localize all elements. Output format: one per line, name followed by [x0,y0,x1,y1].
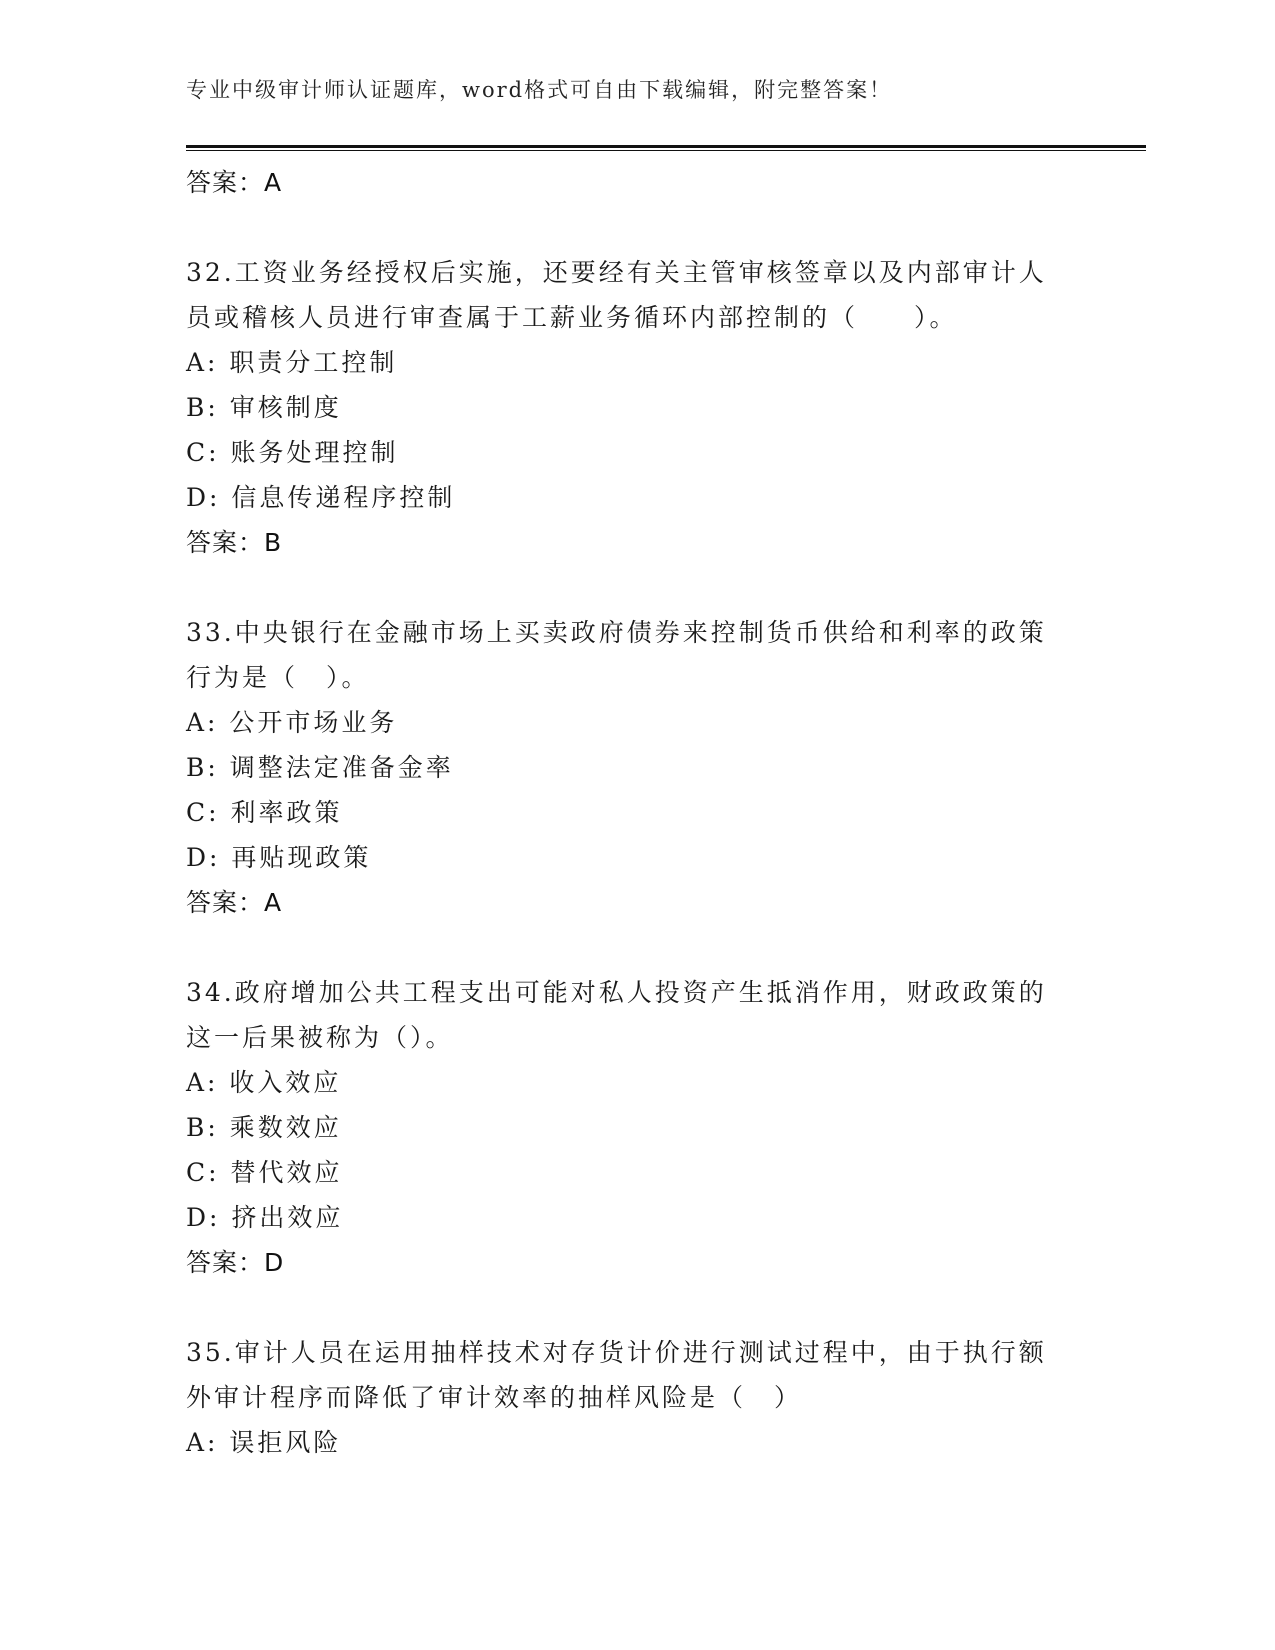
question-stem: 35.审计人员在运用抽样技术对存货计价进行测试过程中，由于执行额外审计程序而降低了审计效率的抽样风险是（ ） [186,1338,1047,1412]
option-c: C: 账务处理控制 [186,438,399,467]
answer-line: 答案：A [186,888,283,917]
option-d: D: 信息传递程序控制 [186,483,456,512]
question-list [186,160,1086,1465]
option-d: D: 再贴现政策 [186,843,372,872]
question-item [186,250,1086,565]
spacer [186,1285,1086,1330]
option-a: A: 收入效应 [186,1068,342,1097]
option-c: C: 利率政策 [186,798,343,827]
answer-line: 答案：D [186,1248,285,1277]
page-header-text: 专业中级审计师认证题库，word格式可自由下载编辑，附完整答案！ [186,78,893,102]
spacer [186,925,1086,970]
option-a: A: 职责分工控制 [186,348,398,377]
answer-line: 答案：B [186,528,283,557]
option-b: B: 审核制度 [186,393,342,422]
question-item [186,970,1086,1285]
answer-line: 答案：A [186,168,283,197]
spacer [186,205,1086,250]
option-b: B: 乘数效应 [186,1113,342,1142]
option-b: B: 调整法定准备金率 [186,753,454,782]
question-stem: 32.工资业务经授权后实施，还要经有关主管审核签章以及内部审计人员或稽核人员进行审查属于工薪业务循环内部控制的（ ）。 [186,258,1047,332]
question-stem: 33.中央银行在金融市场上买卖政府债券来控制货币供给和利率的政策行为是（ ）。 [186,618,1047,692]
question-item [186,1330,1086,1465]
option-c: C: 替代效应 [186,1158,343,1187]
question-item [186,610,1086,925]
option-a: A: 误拒风险 [186,1428,342,1457]
question-stem: 34.政府增加公共工程支出可能对私人投资产生抵消作用，财政政策的这一后果被称为（）。 [186,978,1047,1052]
option-a: A: 公开市场业务 [186,708,398,737]
option-d: D: 挤出效应 [186,1203,344,1232]
spacer [186,565,1086,610]
header-divider [186,145,1146,151]
